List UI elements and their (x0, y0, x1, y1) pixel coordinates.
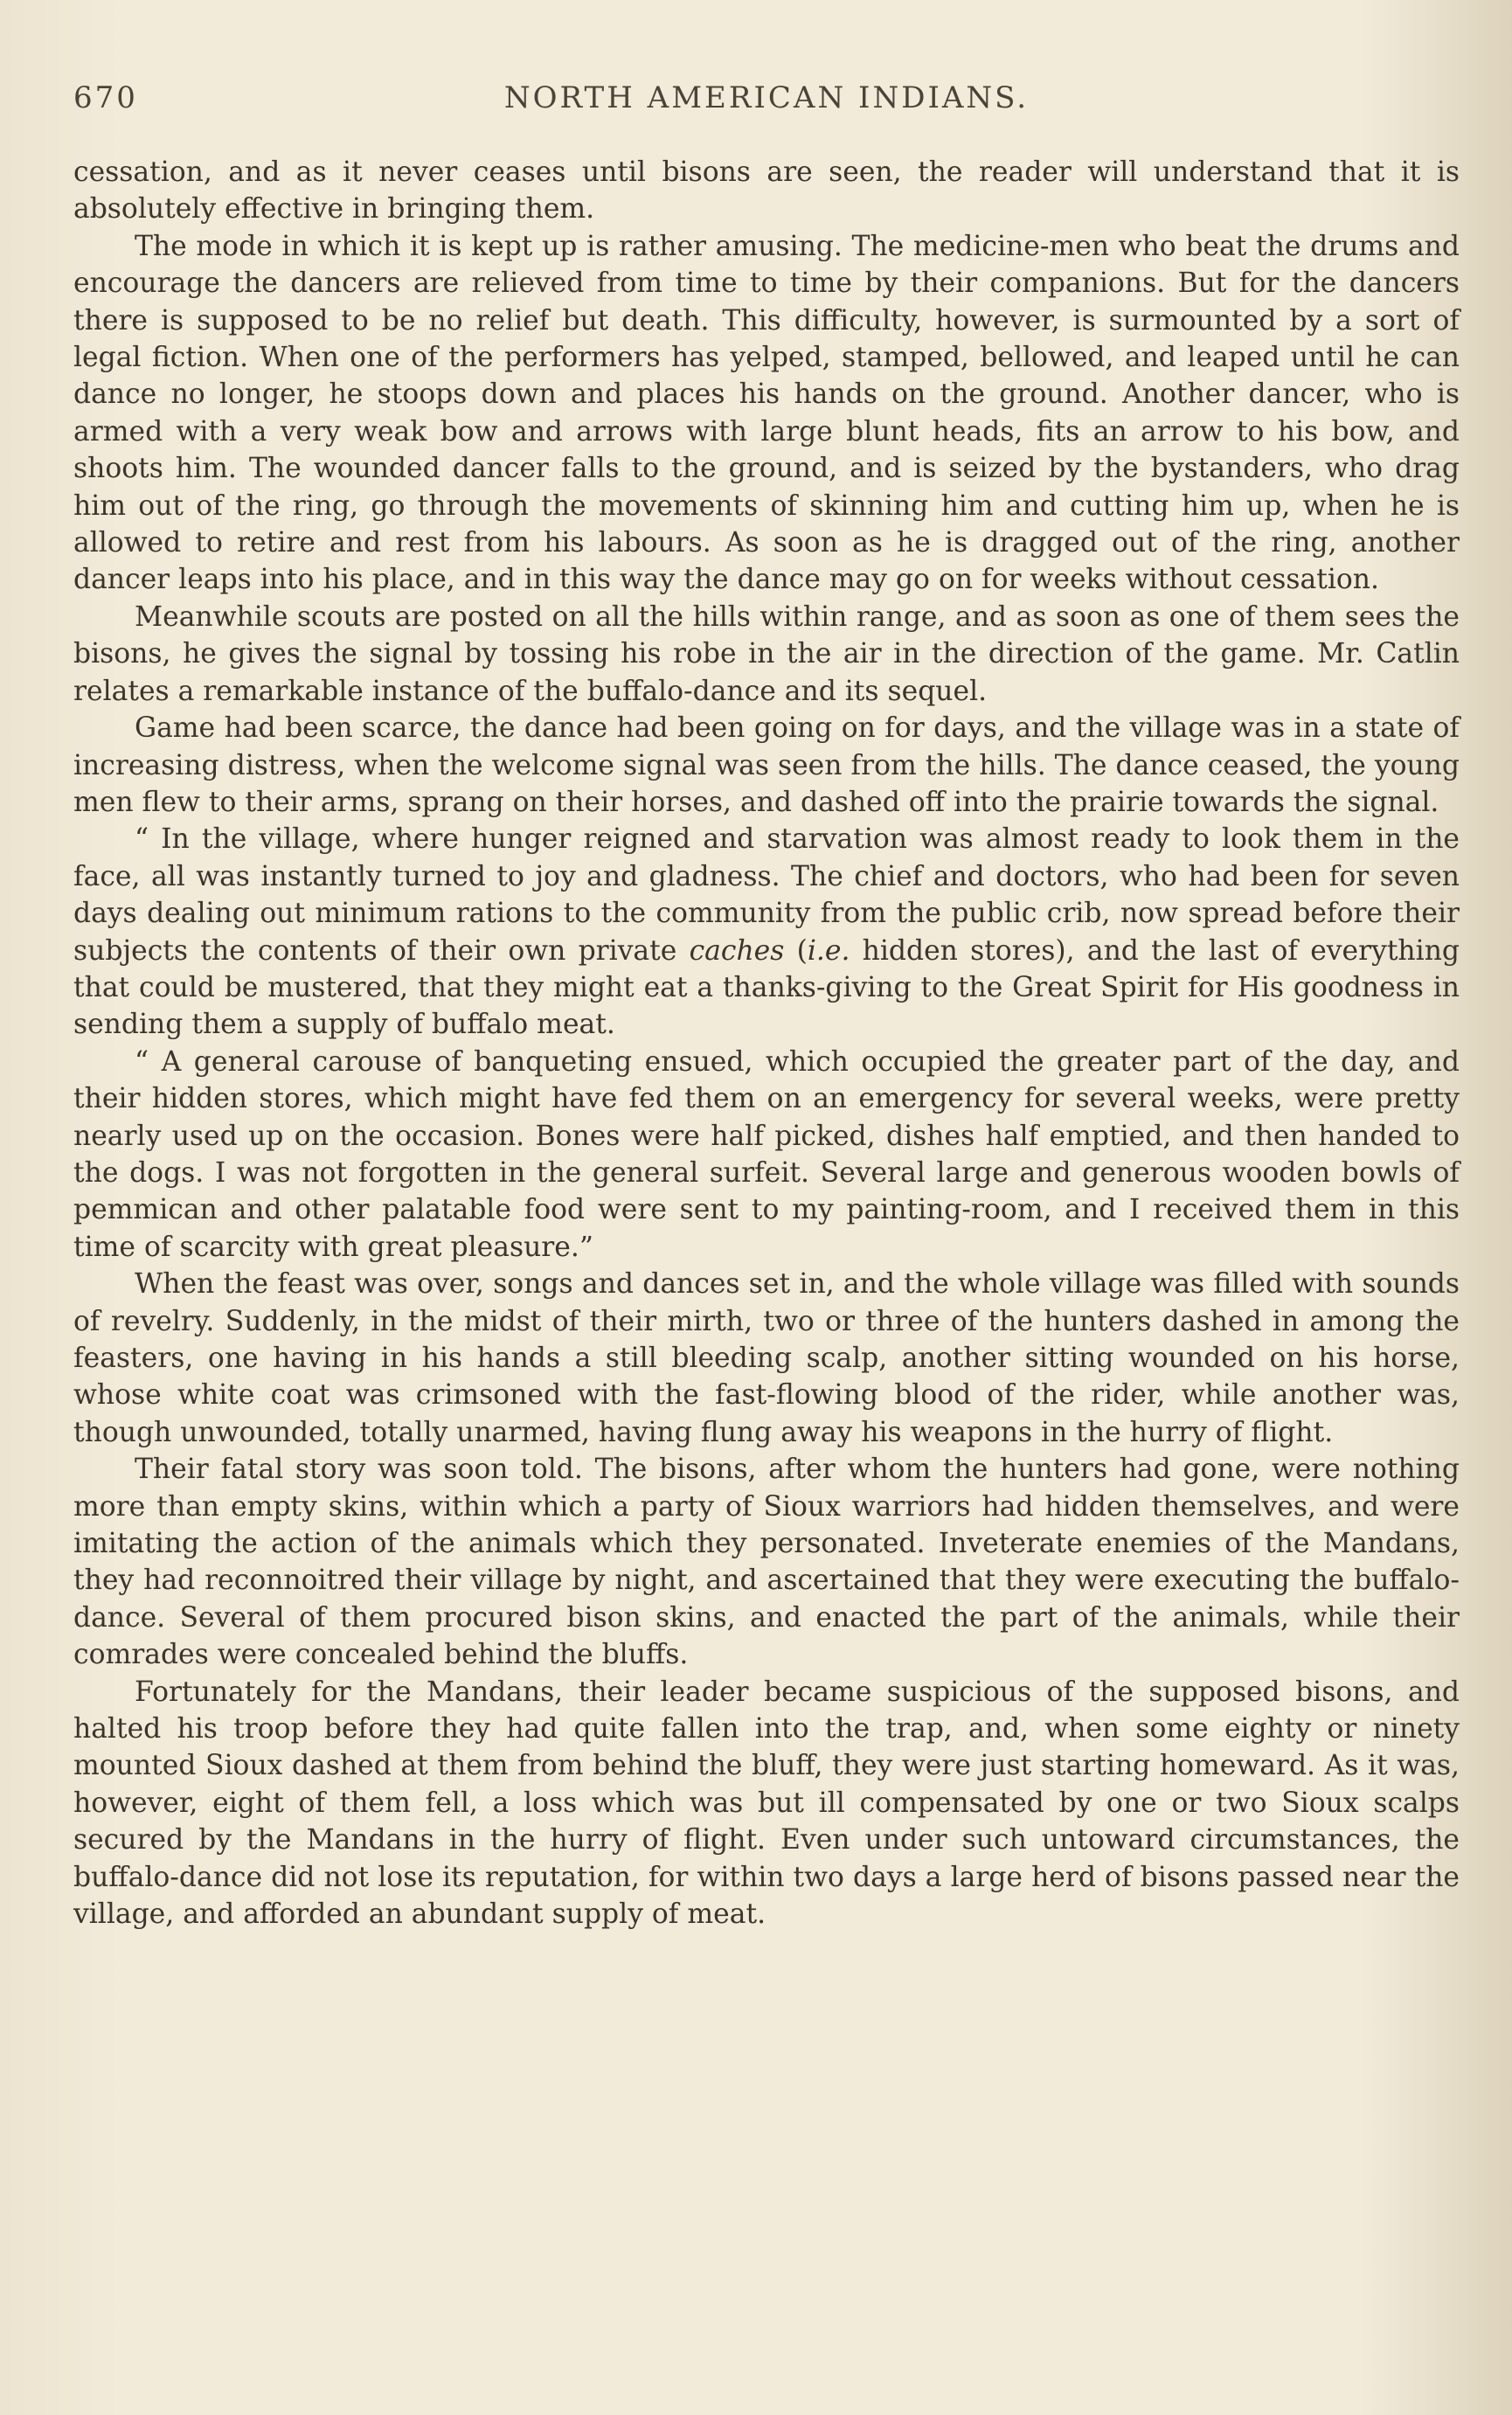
paragraph-feast-over: When the feast was over, songs and dances set in, and the whole village was filled with sounds of revelry. Suddenly, in the midst of their mirth, two or three of the hunters dashed in among the feasters, one having in his hands a still bleeding scalp, another sitting wounded on his horse, whose white coat was crimsoned with the fast-flowing blood of the rider, while another was, though unwounded, totally unarmed, having flung away his weapons in the hurry of flight. (73, 1268, 1460, 1448)
paragraph-continuation: cessation, and as it never ceases until bisons are seen, the reader will understand that it is absolutely effective in bringing them. (73, 156, 1460, 226)
page-number: 670 (73, 80, 138, 115)
quote-part-a: “ In the village, where hunger reigned and starvation was almost ready to look them in the face, all was instantly turned to joy and gladness. The chief and doctors, who had been for seven days dealing out minimum rations to the community from the public crib, now spread before their subjects the contents of their own private (73, 823, 1460, 967)
paragraph-scouts: Meanwhile scouts are posted on all the hills within range, and as soon as one of them sees the bisons, he gives the signal by tossing his robe in the air in the direction of the game. Mr. Catlin relates a remarkable instance of the buffalo-dance and its sequel. (73, 600, 1460, 707)
ie-italic: i.e. (807, 934, 850, 967)
running-title: NORTH AMERICAN INDIANS. (503, 80, 1030, 115)
quote-part-b: ( (784, 934, 808, 967)
quote-part-c: hidden stores), and the last of everything that could be mustered, that they might eat a thanks-giving to the Great Spirit for His goodness in sending them a supply of buffalo meat. (73, 934, 1460, 1041)
paragraph-dance-mode: The mode in which it is kept up is rather amusing. The medicine-men who beat the drums and encourage the dancers are relieved from time to time by their companions. But for the dancers there is supposed to be no relief but death. This difficulty, however, is surmounted by a sort of legal fiction. When one of the performers has yelped, stamped, bellowed, and leaped until he can dance no longer, he stoops down and places his hands on the ground. Another dancer, who is armed with a very weak bow and arrows with large blunt heads, fits an arrow to his bow, and shoots him. The wounded dancer falls to the ground, and is seized by the bystanders, who drag him out of the ring, go through the movements of skinning him and cutting him up, when he is allowed to retire and rest from his labours. As soon as he is dragged out of the ring, another dancer leaps into his place, and in this way the dance may go on for weeks without cessation. (73, 230, 1460, 596)
paragraph-carouse-quote: “ A general carouse of banqueting ensued, which occupied the greater part of the day, and their hidden stores, which might have fed them on an emergency for several weeks, were pretty nearly used up on the occasion. Bones were half picked, dishes half emptied, and then handed to the dogs. I was not forgotten in the general surfeit. Several large and generous wooden bowls of pemmican and other palatable food were sent to my painting-room, and I received them in this time of scarcity with great pleasure.” (73, 1045, 1460, 1263)
paragraph-fatal-story: Their fatal story was soon told. The bisons, after whom the hunters had gone, were nothing more than empty skins, within which a party of Sioux warriors had hidden themselves, and were imitating the action of the animals which they personated. Inveterate enemies of the Mandans, they had reconnoitred their village by night, and ascertained that they were executing the buffalo-dance. Several of them procured bison skins, and enacted the part of the animals, while their comrades were concealed behind the bluffs. (73, 1454, 1460, 1671)
body-text (73, 154, 1460, 1933)
paragraph-game-scarce: Game had been scarce, the dance had been going on for days, and the village was in a state of increasing distress, when the welcome signal was seen from the hills. The dance ceased, the young men flew to their arms, sprang on their horses, and dashed off into the prairie towards the signal. (73, 712, 1460, 818)
page-header (73, 80, 1460, 124)
paragraph-village-quote (73, 821, 1460, 1043)
caches-italic: caches (689, 934, 785, 967)
paragraph-fortunately: Fortunately for the Mandans, their leader became suspicious of the supposed bisons, and halted his troop before they had quite fallen into the trap, and, when some eighty or ninety mounted Sioux dashed at them from behind the bluff, they were just starting homeward. As it was, however, eight of them fell, a loss which was but ill compensated by one or two Sioux scalps secured by the Mandans in the hurry of flight. Even under such untoward circumstances, the buffalo-dance did not lose its reputation, for within two days a large herd of bisons passed near the village, and afforded an abundant supply of meat. (73, 1676, 1460, 1931)
